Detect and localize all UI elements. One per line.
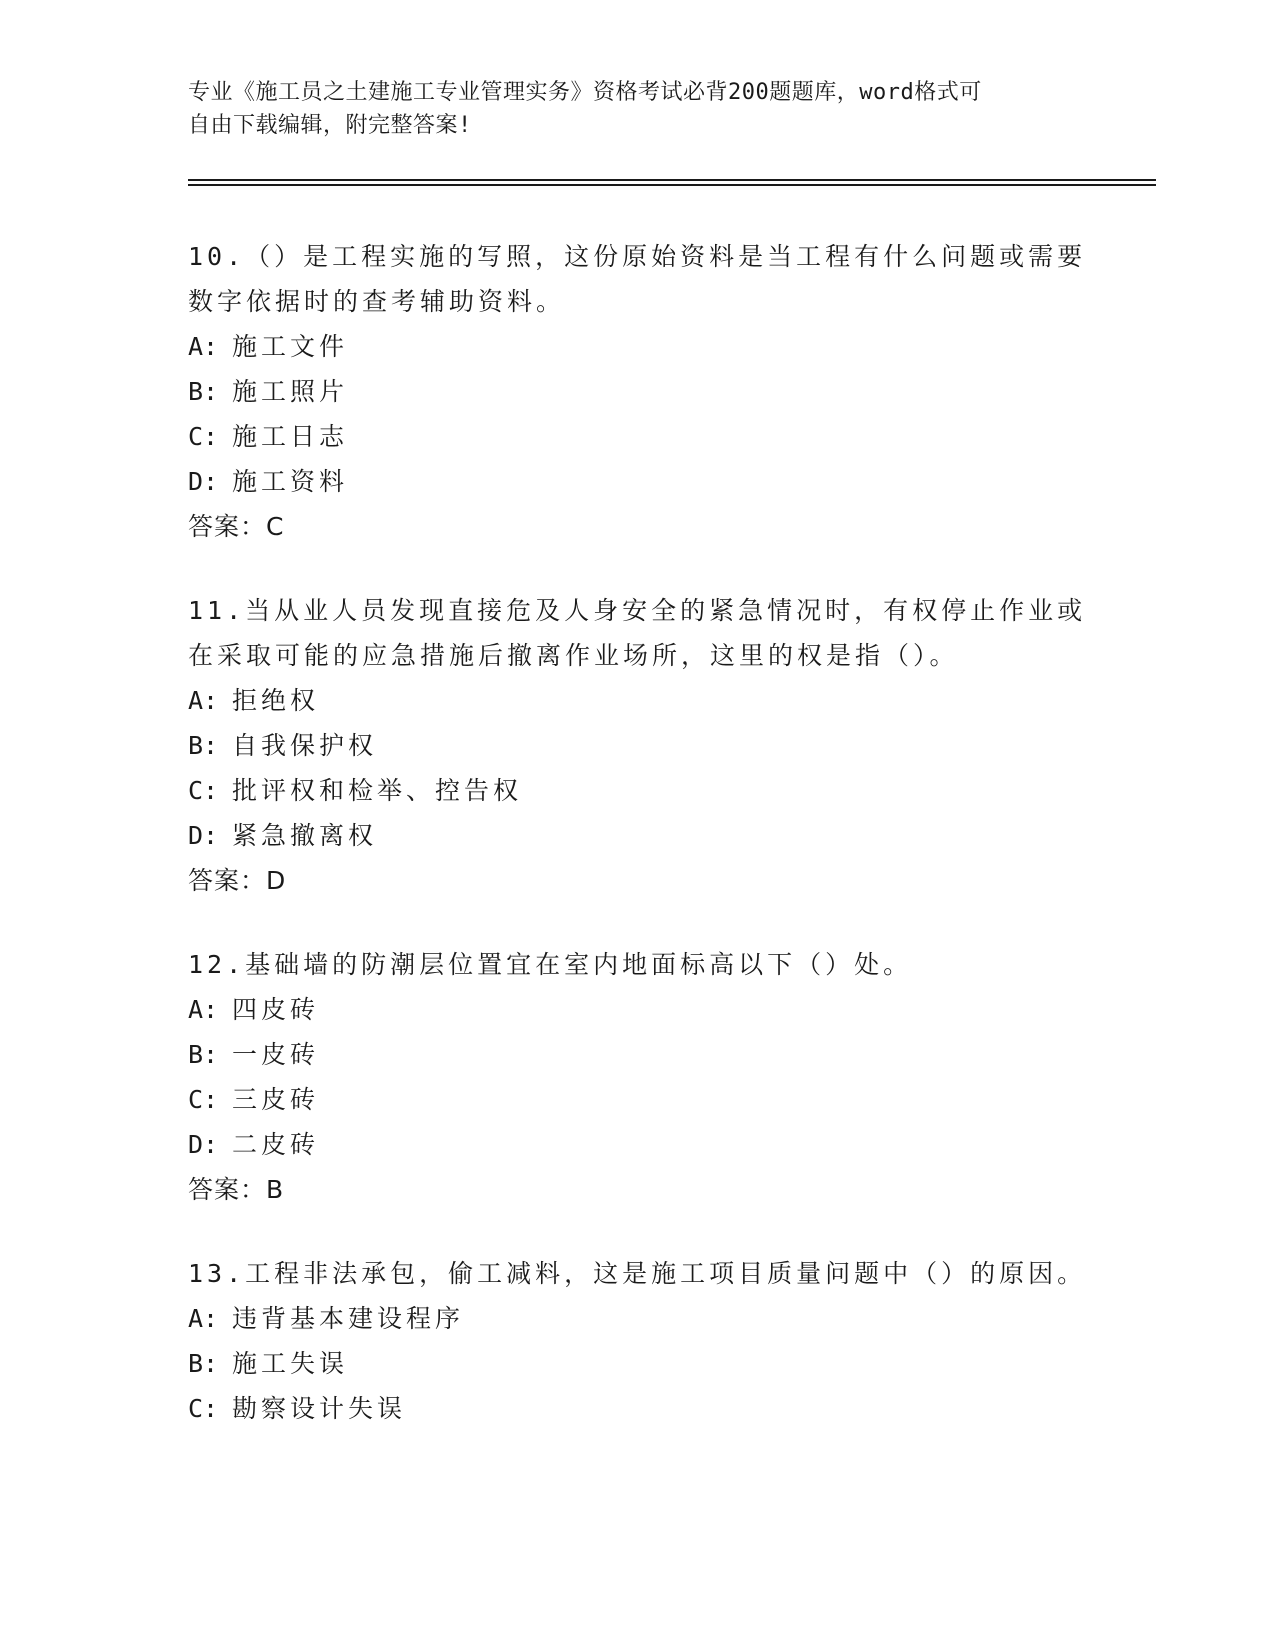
option-b [188,1341,1088,1386]
question-10 [188,234,1088,549]
option-text: 施工资料 [232,467,349,496]
option-letter: B: [188,377,219,406]
question-11 [188,588,1088,903]
answer-label: 答案：C [188,512,285,541]
option-text: 勘察设计失误 [232,1394,407,1423]
option-text: 四皮砖 [232,995,320,1024]
option-b [188,723,1088,768]
option-c [188,414,1088,459]
option-letter: D: [188,821,219,850]
option-text: 一皮砖 [232,1040,320,1069]
option-c [188,1386,1088,1431]
option-a [188,987,1088,1032]
header-divider-top [188,179,1156,181]
option-d [188,459,1088,504]
option-letter: A: [188,686,219,715]
option-letter: C: [188,776,219,805]
option-text: 拒绝权 [232,686,320,715]
option-d [188,813,1088,858]
option-d [188,1122,1088,1167]
option-a [188,1296,1088,1341]
question-text: 12.基础墙的防潮层位置宜在室内地面标高以下（）处。 [188,950,913,979]
option-text: 施工照片 [232,377,349,406]
document-header [188,76,1088,142]
option-text: 施工文件 [232,332,349,361]
question-12 [188,942,1088,1212]
option-text: 紧急撤离权 [232,821,378,850]
header-line-1: 专业《施工员之土建施工专业管理实务》资格考试必背200题题库，word格式可 [188,80,982,105]
question-13 [188,1251,1088,1431]
option-text: 自我保护权 [232,731,378,760]
option-letter: A: [188,332,219,361]
option-letter: A: [188,995,219,1024]
question-text: 10.（）是工程实施的写照，这份原始资料是当工程有什么问题或需要数字依据时的查考辅助资料。 [188,242,1087,316]
option-letter: C: [188,1085,219,1114]
question-list [188,234,1088,1470]
option-text: 二皮砖 [232,1130,320,1159]
option-a [188,678,1088,723]
option-letter: B: [188,1040,219,1069]
option-letter: B: [188,731,219,760]
question-text: 11.当从业人员发现直接危及人身安全的紧急情况时，有权停止作业或在采取可能的应急措施后撤离作业场所，这里的权是指（）。 [188,596,1087,670]
option-a [188,324,1088,369]
question-text: 13.工程非法承包，偷工减料，这是施工项目质量问题中（）的原因。 [188,1259,1087,1288]
option-text: 施工失误 [232,1349,349,1378]
answer-label: 答案：D [188,866,287,895]
option-c [188,768,1088,813]
option-c [188,1077,1088,1122]
option-letter: C: [188,422,219,451]
answer-label: 答案：B [188,1175,285,1204]
option-letter: A: [188,1304,219,1333]
header-divider-bottom [188,184,1156,186]
option-b [188,369,1088,414]
option-text: 违背基本建设程序 [232,1304,465,1333]
option-letter: D: [188,467,219,496]
option-letter: C: [188,1394,219,1423]
option-letter: B: [188,1349,219,1378]
option-b [188,1032,1088,1077]
option-text: 施工日志 [232,422,349,451]
option-text: 三皮砖 [232,1085,320,1114]
option-letter: D: [188,1130,219,1159]
header-line-2: 自由下载编辑，附完整答案! [188,113,472,138]
option-text: 批评权和检举、控告权 [232,776,523,805]
